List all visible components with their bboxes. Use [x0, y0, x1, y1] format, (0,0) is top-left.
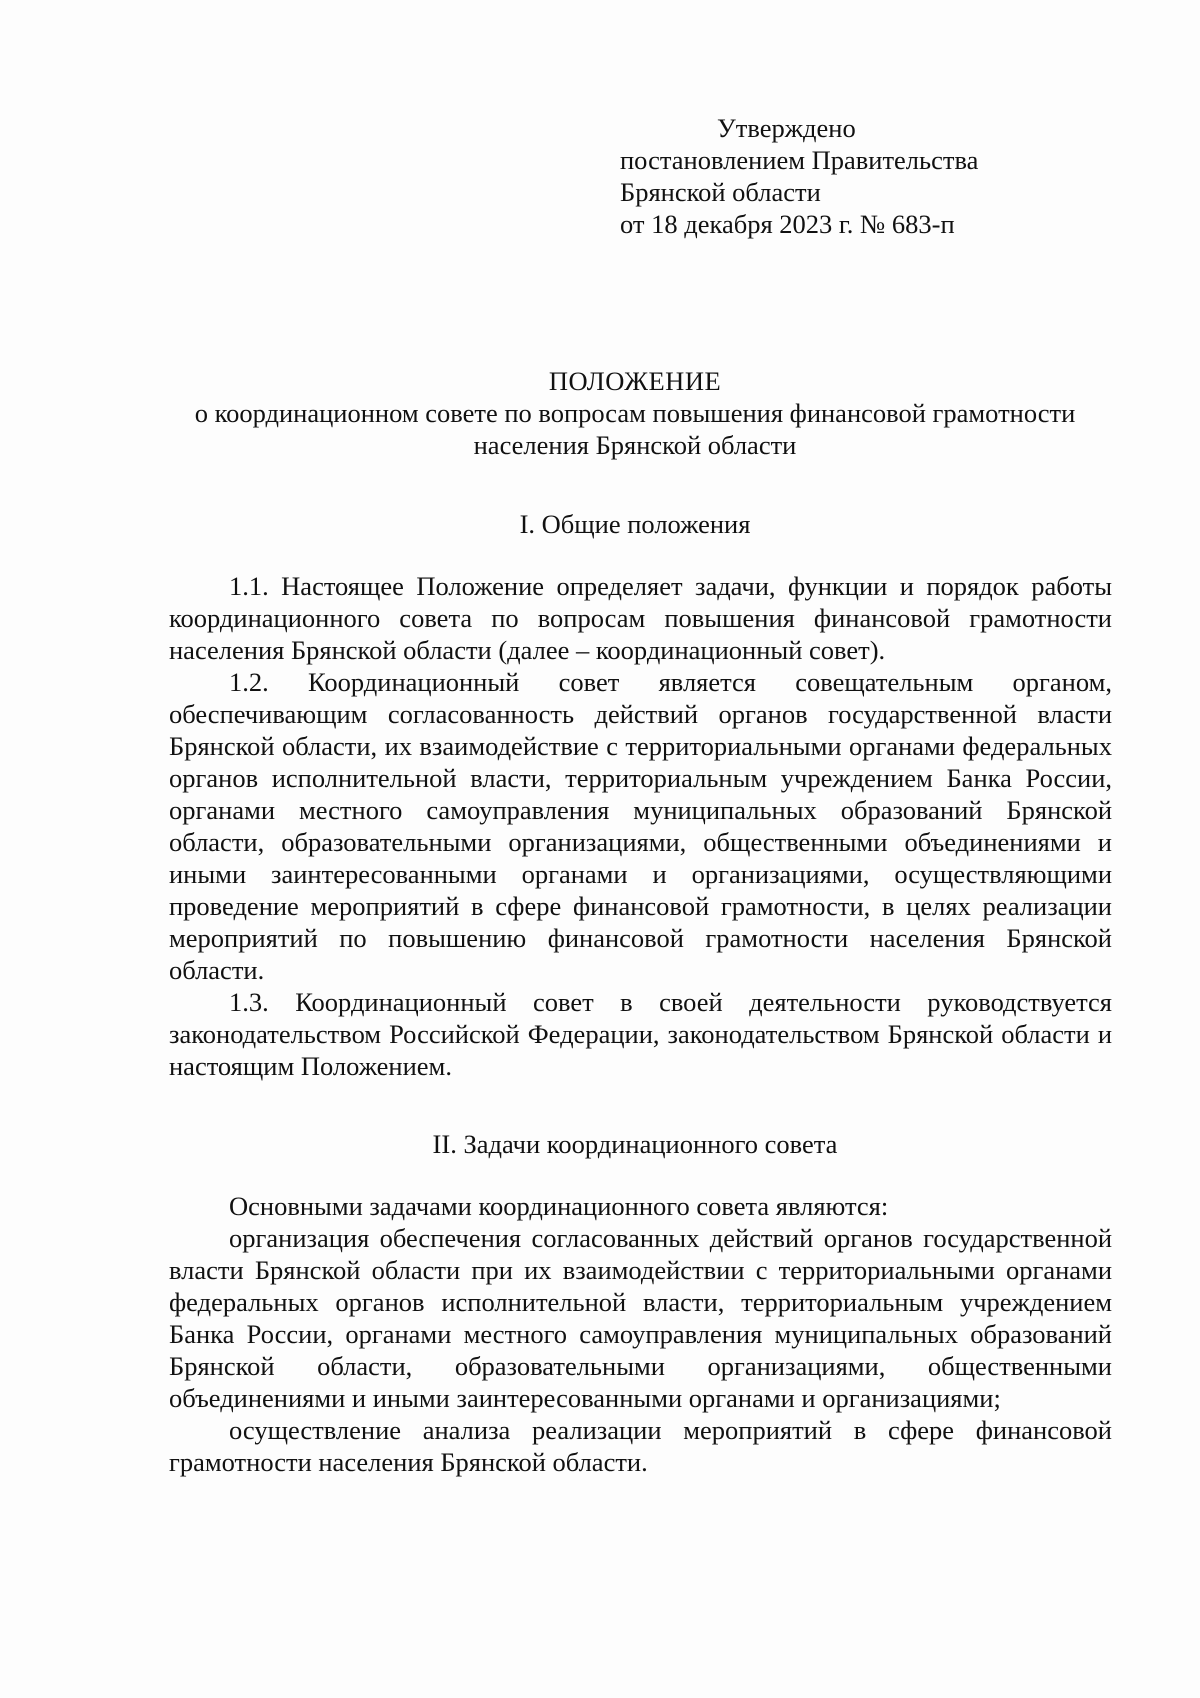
section-1-body — [169, 570, 1112, 1082]
document-title-block — [150, 365, 1120, 461]
document-subtitle-line-2: населения Брянской области — [473, 430, 797, 460]
paragraph-2-intro: Основными задачами координационного совета являются: — [229, 1191, 889, 1221]
section-1-heading: I. Общие положения — [519, 509, 751, 539]
paragraph-2-task-1: организация обеспечения согласованных действий органов государственной власти Брянской области при их взаимодействии с территориальными органами федеральных органов исполнительной власти, территориальным учреждением Банка России, органами местного самоуправления муниципальных образований Брянской области, образовательными организациями, общественными объединениями и иными заинтересованными органами и организациями; — [169, 1223, 1112, 1413]
approval-line-region: Брянской области — [620, 177, 821, 207]
paragraph-1-3: 1.3. Координационный совет в своей деятельности руководствуется законодательством Российской Федерации, законодательством Брянской области и настоящим Положением. — [169, 987, 1112, 1081]
section-2-body — [169, 1190, 1112, 1478]
approval-line-approved: Утверждено — [717, 113, 856, 143]
approval-stamp-block — [620, 112, 978, 240]
approval-line-resolution: постановлением Правительства — [620, 145, 979, 175]
document-subtitle-line-1: о координационном совете по вопросам повышения финансовой грамотности — [194, 398, 1076, 428]
section-2-heading: II. Задачи координационного совета — [432, 1129, 838, 1159]
paragraph-1-1: 1.1. Настоящее Положение определяет задачи, функции и порядок работы координационного совета по вопросам повышения финансовой грамотности населения Брянской области (далее – координационный совет). — [169, 571, 1112, 665]
approval-line-date-number: от 18 декабря 2023 г. № 683-п — [620, 209, 955, 239]
document-title: ПОЛОЖЕНИЕ — [548, 366, 722, 396]
paragraph-1-2: 1.2. Координационный совет является совещательным органом, обеспечивающим согласованность действий органов государственной власти Брянской области, их взаимодействие с территориальными органами федеральных органов исполнительной власти, территориальным учреждением Банка России, органами местного самоуправления муниципальных образований Брянской области, образовательными организациями, общественными объединениями и иными заинтересованными органами и организациями, осуществляющими проведение мероприятий в сфере финансовой грамотности, в целях реализации мероприятий по повышению финансовой грамотности населения Брянской области. — [169, 667, 1112, 985]
paragraph-2-task-2: осуществление анализа реализации мероприятий в сфере финансовой грамотности населения Брянской области. — [169, 1415, 1112, 1477]
